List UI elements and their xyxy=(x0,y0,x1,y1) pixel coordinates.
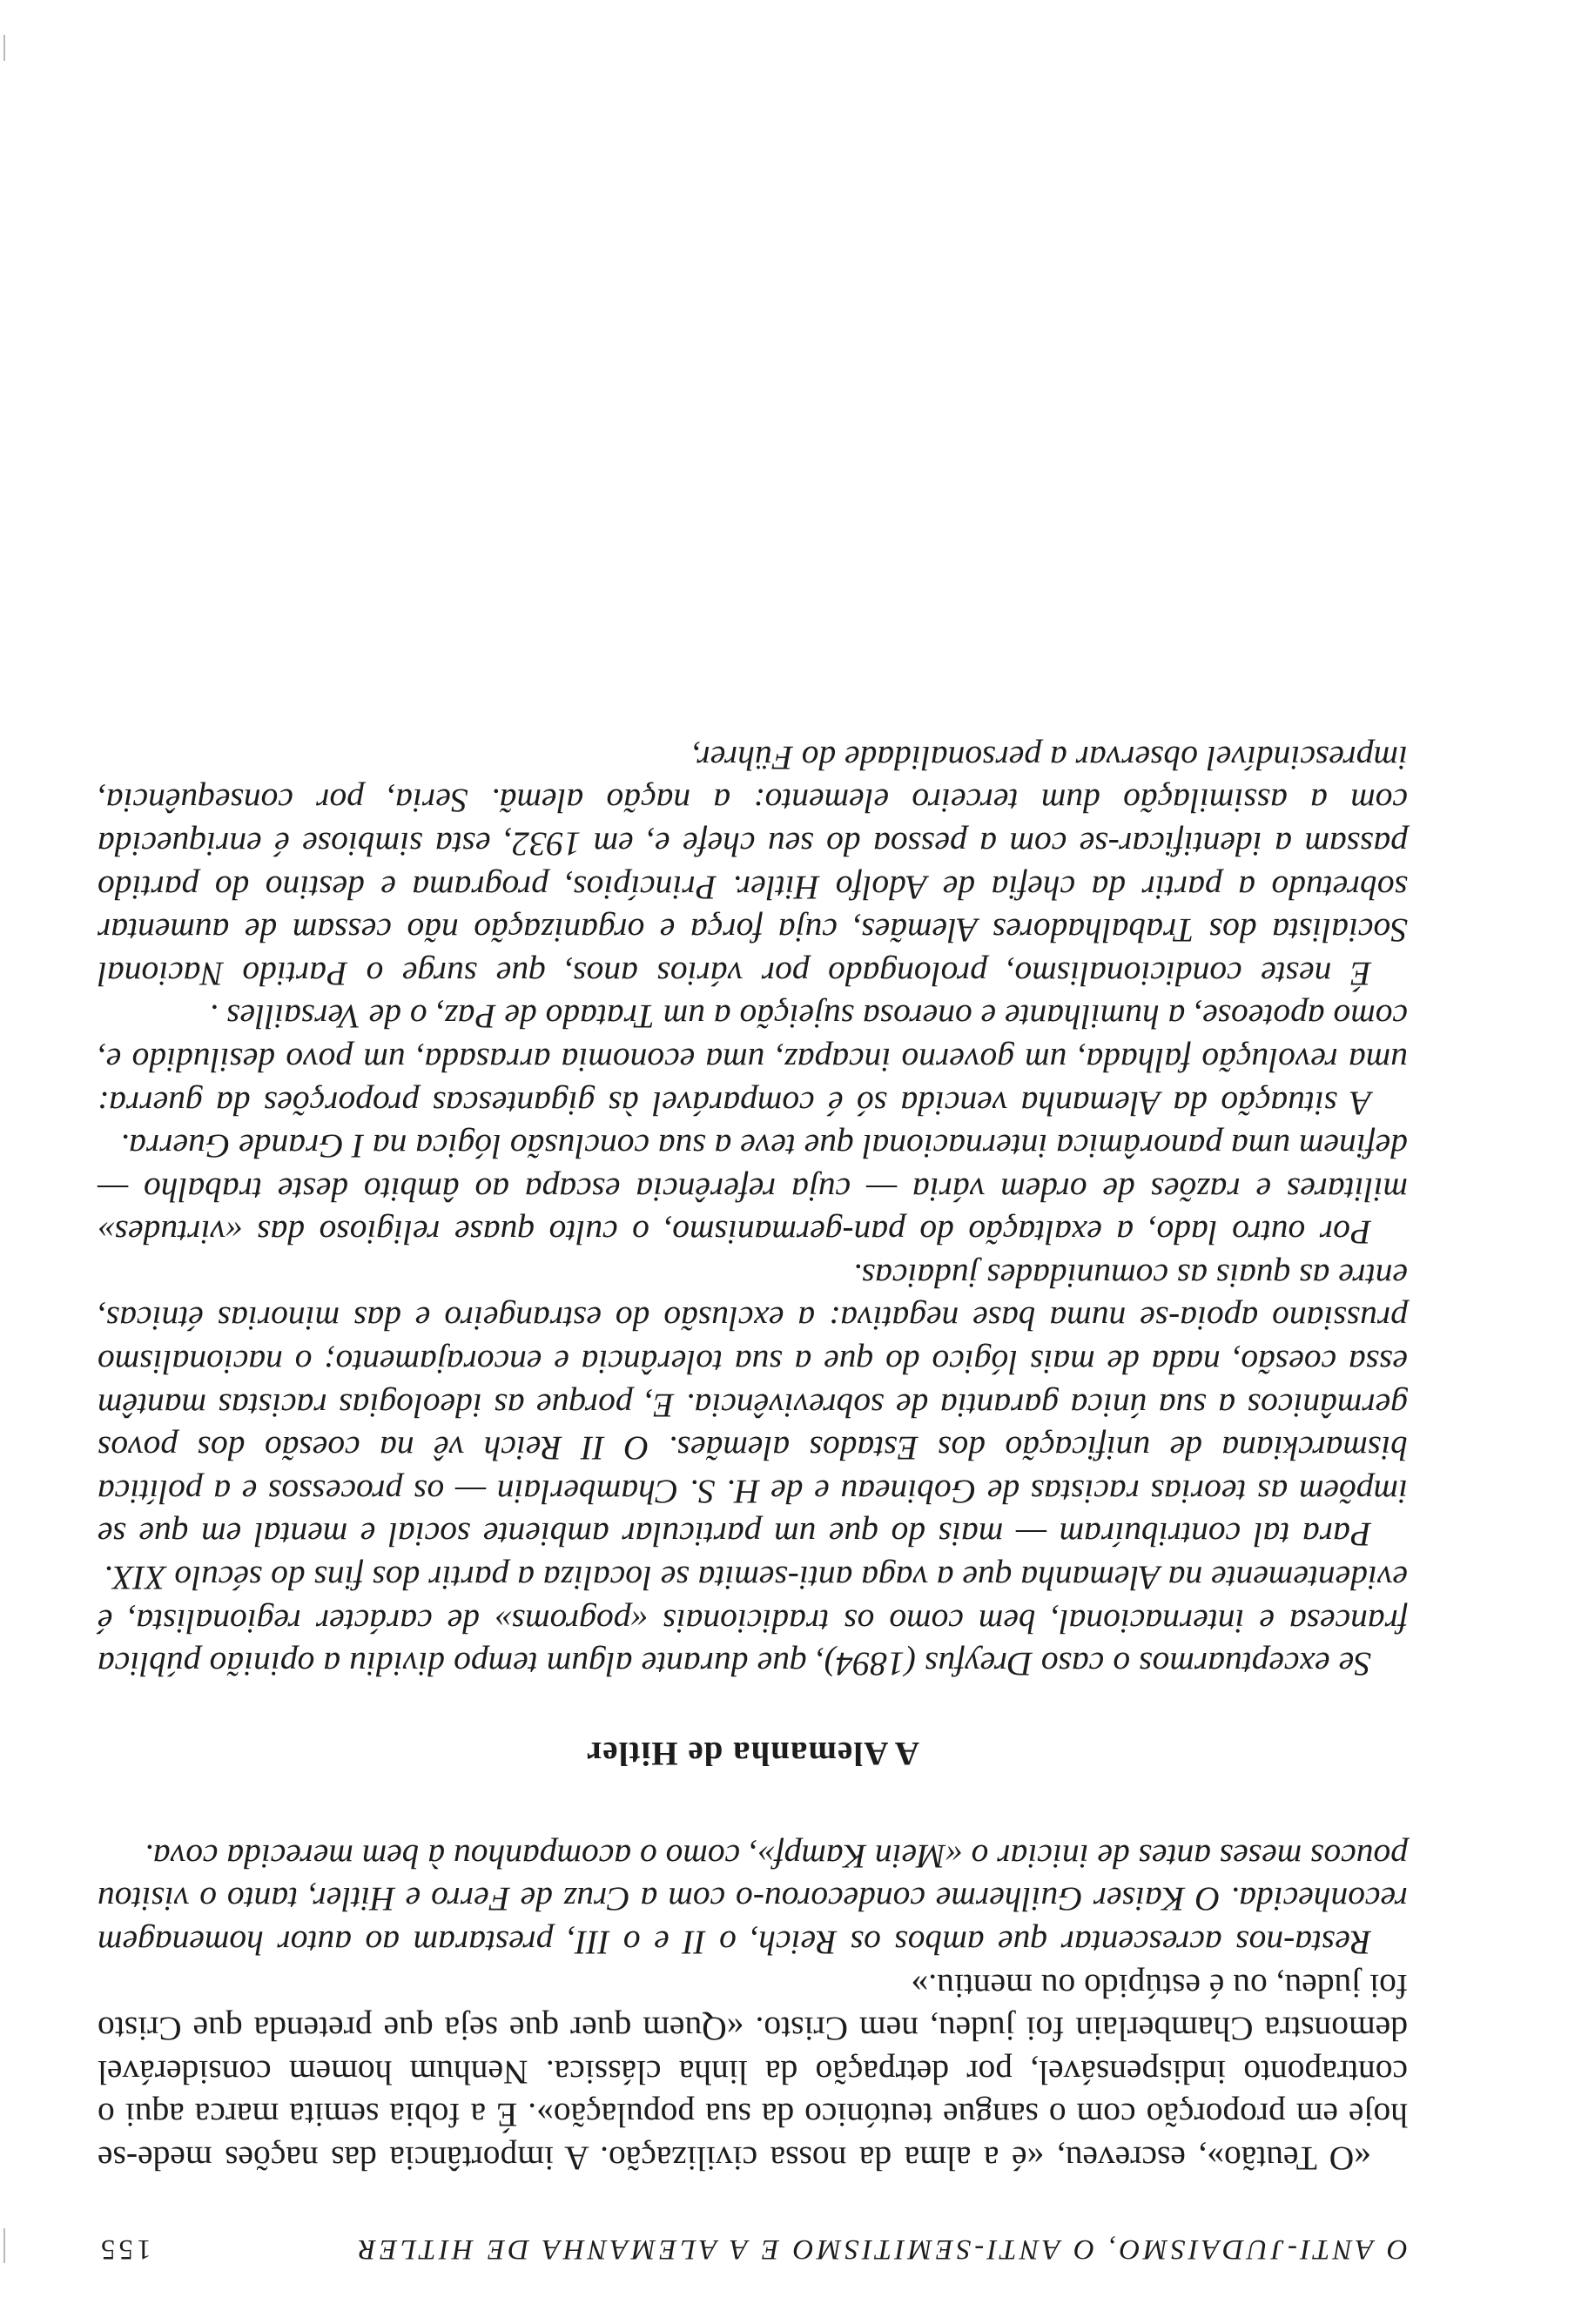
body-text-bottom xyxy=(98,735,1408,1685)
paragraph-quote: «O Teutão», escreveu, «é a alma da nossa civilização. A importância das nações mede-se hoje em proporção com o sangue teutónico da sua população». É a fobia semita marca aqui o contraponto indispensável, por detrpação da linha clássica. Nenhum homem considerável demonstra Chamberlain foi judeu, nem Cristo. «Quem quer que seja que pretenda que Cristo foi judeu, ou é estúpido ou mentiu.» xyxy=(98,1966,1408,2178)
paragraph-situacao: A situação da Alemanha vencida só é comparável às gigantescas proporções da guerra: uma revolução falhada, um governo incapaz, uma economia arrasada, um povo desiludido e, como apoteose, a humilhante e onerosa sujeição a um Tratado de Paz, o de Versailles . xyxy=(98,997,1408,1123)
running-head-title: O ANTI-JUDAISMO, O ANTI-SEMITISMO E A ALEMANHA DE HITLER xyxy=(354,2233,1408,2265)
page-number: 155 xyxy=(98,2233,151,2265)
section-heading: A Alemanha de Hitler xyxy=(586,1735,919,1773)
running-head xyxy=(98,2216,1408,2265)
page-content xyxy=(98,735,1408,2265)
paragraph-condicionalismo: É neste condicionalismo, prolongado por vários anos, que surge o Partido Nacional Socialista dos Trabalhadores Alemães, cuja força e organização não cessam de aumentar sobretudo a partir da chefia de Adolfo Hitler. Princípios, programa e destino do partido passam a identificar-se com a pessoa do seu chefe e, em 1932, esta simbiose é enriquecida com a assimilação dum terceiro elemento: a nação alemã. Seria, por consequência, imprescindível observar a personalidade do Führer, xyxy=(98,738,1408,993)
body-text-top xyxy=(98,1834,1408,2180)
paragraph-dreyfus: Se exceptuarmos o caso Dreyfus (1894), que durante algum tempo dividiu a opinião pública francesa e internacional, bem como os tradicionais «pogroms» de carácter regionalista, é evidentemente na Alemanha que a vaga anti-semita se localiza a partir dos fins do século XIX. xyxy=(98,1559,1408,1684)
paragraph-para-tal: Para tal contribuíram — mais do que um particular ambiente social e mental em que se impõem as teorias racistas de Gobineau e de H. S. Chamberlain — os processos e a política bismarckiana de unificação dos Estados alemães. O II Reich vê na coesão dos povos germânicos a sua única garantia de sobrevivência. E, porque as ideologias racistas mantêm essa coesão, nada de mais lógico do que a sua tolerância e encorajamento; o nacionalismo prussiano apoia-se numa base negativa: a exclusão do estrangeiro e das minorias étnicas, entre as quais as comunidades judaicas. xyxy=(98,1256,1408,1555)
paragraph-por-outro-lado: Por outro lado, a exaltação do pan-germanismo, o culto quase religioso das «virtudes» militares e razões de ordem vária — cuja referência escapa ao âmbito deste trabalho — definem uma panorâmica internacional que teve a sua conclusão lógica na I Grande Guerra. xyxy=(98,1127,1408,1253)
paragraph-resta: Resta-nos acrescentar que ambos os Reich, o II e o III, prestaram ao autor homenagem reconhecida. O Kaiser Guilherme condecorou-o com a Cruz de Ferro e Hitler, tanto o visitou poucos meses antes de iniciar o «Mein Kampf», como o acompanhou à bem merecida cova. xyxy=(98,1837,1408,1963)
